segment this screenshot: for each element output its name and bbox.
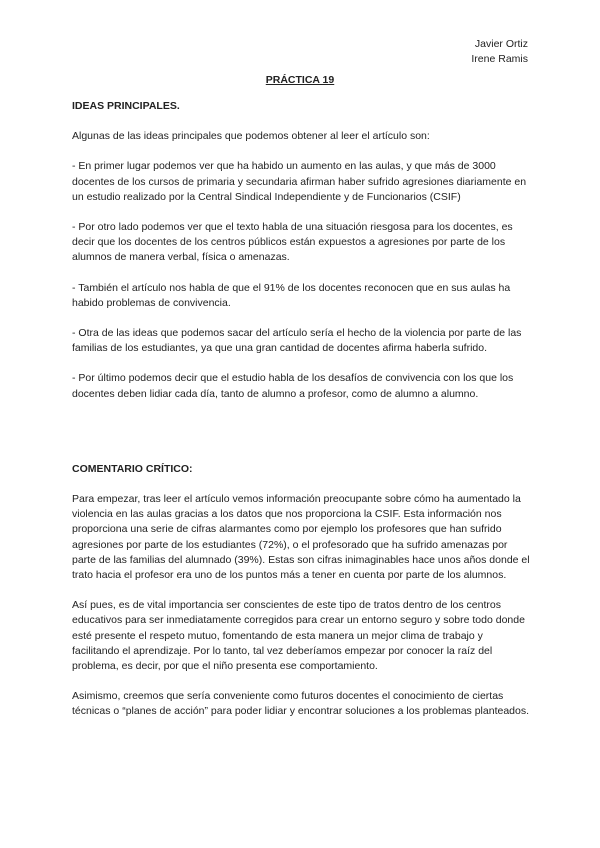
idea-point: - Por otro lado podemos ver que el texto habla de una situación riesgosa para los docentes, es decir que los docentes de los centros públicos están expuestos a agresiones por parte de los alumnos de manera verbal, física o amenazas. [72,221,513,264]
idea-point: - También el artículo nos habla de que el 91% de los docentes reconocen que en sus aulas ha habido problemas de convivencia. [72,281,511,309]
comment-paragraph: Así pues, es de vital importancia ser conscientes de este tipo de tratos dentro de los centros educativos para ser inmediatamente corregidos para crear un entorno seguro y sobre todo donde esté presente el respeto mutuo, fomentando de esta manera un mejor clima de trabajo y facilitando el aprendizaje. Por lo tanto, tal vez deberíamos empezar por conocer la raíz del problema, es decir, por que el niño presenta ese comportamiento. [72,599,525,673]
page-title: PRÁCTICA 19 [265,74,335,86]
section-heading-ideas: IDEAS PRINCIPALES. [72,100,180,112]
idea-point: - Por último podemos decir que el estudio habla de los desafíos de convivencia con los que los docentes deben lidiar cada día, tanto de alumno a profesor, como de alumno a alumno. [72,372,514,400]
section-intro: Algunas de las ideas principales que podemos obtener al leer el artículo son: [72,130,430,143]
author-name: Javier Ortiz [474,38,528,50]
document-body [72,99,531,735]
section-spacer [72,417,531,462]
idea-point: - En primer lugar podemos ver que ha habido un aumento en las aulas, y que más de 3000 docentes de los cursos de primaria y secundaria afirman haber sufrido agresiones diariamente en un estudio realizado por la Central Sindical Independiente y de Funcionarios (CSIF) [72,160,527,203]
comment-paragraph: Asimismo, creemos que sería conveniente como futuros docentes el conocimiento de ciertas técnicas o “planes de acción” para poder lidiar y encontrar soluciones a los problemas planteados. [72,690,530,718]
author-name: Irene Ramis [471,53,528,65]
comment-paragraph: Para empezar, tras leer el artículo vemos información preocupante sobre cómo ha aumentado la violencia en las aulas gracias a los datos que nos proporciona la CSIF. Esta información nos proporciona una serie de cifras alarmantes como por ejemplo los profesores que han sufrido agresiones por parte de los estudiantes (72%), o el profesorado que ha sufrido amenazas por parte de las familias del alumnado (39%). Estas son cifras inimaginables hace unos años donde el trato hacia el profesor era uno de los puntos más a tener en cuenta por parte de los alumnos. [72,493,530,582]
section-heading-comment: COMENTARIO CRÍTICO: [72,462,193,475]
author-block [471,37,528,67]
idea-point: - Otra de las ideas que podemos sacar del artículo sería el hecho de la violencia por parte de las familias de los estudiantes, ya que una gran cantidad de docentes afirma haberla sufrido. [72,327,522,355]
